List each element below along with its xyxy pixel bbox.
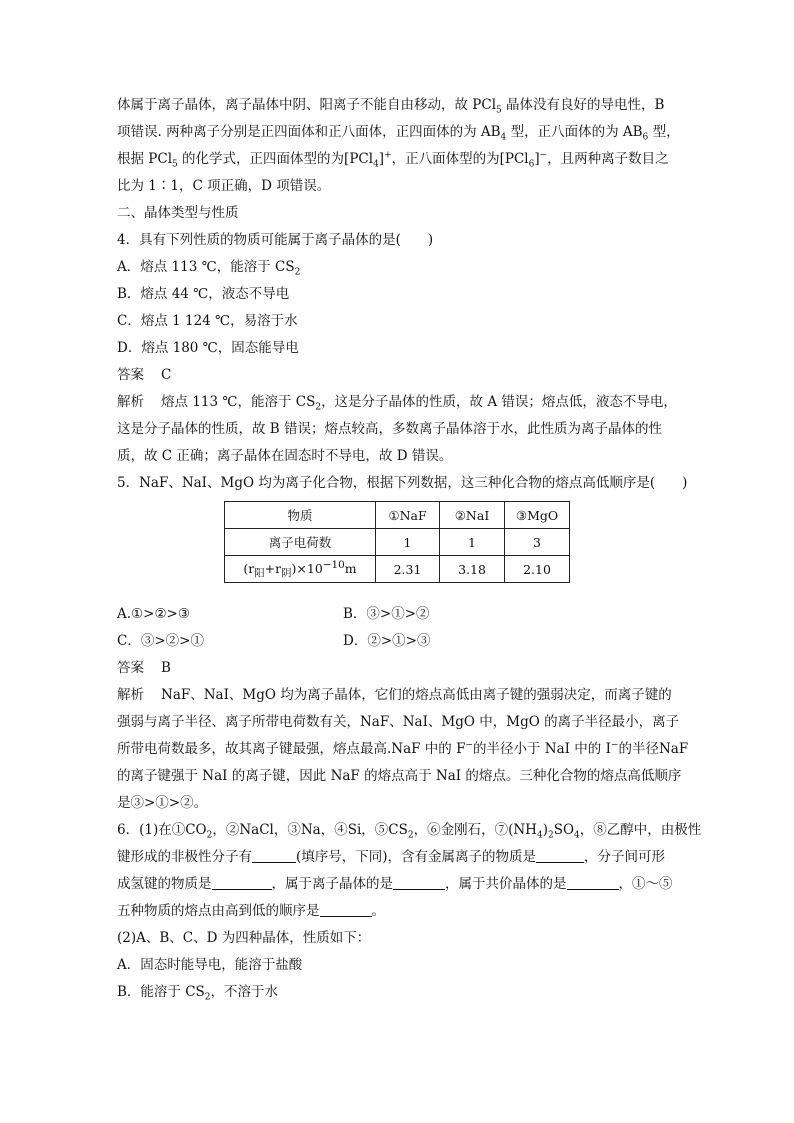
table-row-label <box>225 556 376 583</box>
superscript: + <box>384 150 392 161</box>
answer-blank[interactable] <box>567 874 619 890</box>
q6-line-4 <box>117 898 682 925</box>
text: 。 <box>371 903 385 919</box>
text: 所带电荷数最多，故其离子键最强，熔点最高.NaF 中的 F <box>117 741 466 757</box>
subscript: 4 <box>574 830 580 841</box>
q5-data-table <box>224 501 570 583</box>
text: ，且两种离子数目之 <box>547 151 669 167</box>
superscript: − <box>539 150 548 161</box>
subscript: 2 <box>204 992 211 1003</box>
answer-blank[interactable] <box>212 874 272 890</box>
q4-option-c: C．熔点 1 124 ℃，易溶于水 <box>117 313 298 329</box>
table-header-cell: ①NaF <box>376 502 440 529</box>
superscript: − <box>465 740 474 751</box>
superscript: − <box>610 740 619 751</box>
text: (填序号，下同)，含有金属离子的物质是 <box>296 849 537 865</box>
continuation-line-2 <box>117 119 682 146</box>
subscript: 2 <box>206 830 213 841</box>
q4-analysis-line-3: 质，故 C 正确；离子晶体在固态时不导电，故 D 错误。 <box>117 448 453 464</box>
answer-value: B <box>161 660 171 676</box>
continuation-line-3 <box>117 146 682 173</box>
subscript: 5 <box>172 159 178 170</box>
text: 根据 PCl <box>117 151 173 167</box>
subscript: 2 <box>547 830 554 841</box>
q6-part-2: (2)A、B、C、D 为四种晶体，性质如下： <box>117 930 371 946</box>
subscript: 6 <box>642 132 649 143</box>
q6-option-a: A．固态时能导电，能溶于盐酸 <box>117 957 303 973</box>
q5-answer <box>117 655 682 682</box>
subscript: 阴 <box>281 567 292 580</box>
continuation-line-4: 比为 1∶1，C 项正确，D 项错误。 <box>117 178 331 194</box>
answer-blank[interactable] <box>252 847 296 863</box>
text: 的半径NaF <box>618 741 689 757</box>
text: ，不溶于水 <box>210 984 279 1000</box>
text: SO <box>553 822 575 838</box>
answer-blank[interactable] <box>393 874 445 890</box>
text: NaF、NaI、MgO 均为离子晶体，它们的熔点高低由离子键的强弱决定，而离子键的 <box>161 687 672 703</box>
text: 成氢键的物质是 <box>117 876 212 892</box>
text: A．熔点 113 ℃，能溶于 CS <box>117 259 295 275</box>
answer-value: C <box>161 367 172 383</box>
q4-option-a <box>117 254 682 281</box>
text: ，属于共价晶体的是 <box>445 876 567 892</box>
text: 6．(1)在①CO <box>117 822 207 838</box>
text: ，⑥金刚石，⑦(NH <box>413 822 537 838</box>
q4-option-b: B．熔点 44 ℃，液态不导电 <box>117 286 290 302</box>
text: 的化学式，正四面体型的为[PCl <box>177 151 374 167</box>
text: m <box>344 560 357 576</box>
subscript: 2 <box>315 402 322 413</box>
q5-analysis-line-2: 强弱与离子半径、离子所带电荷数有关，NaF、NaI、MgO 中，MgO 的离子半径最小，离子 <box>117 714 680 730</box>
text: 键形成的非极性分子有 <box>117 849 252 865</box>
answer-blank[interactable] <box>536 847 584 863</box>
table-cell: 1 <box>440 529 505 556</box>
subscript: 6 <box>528 159 535 170</box>
text: )×10 <box>291 560 323 576</box>
text: +r <box>264 560 282 576</box>
text: B．能溶于 CS <box>117 984 205 1000</box>
subscript: 阳 <box>254 567 265 580</box>
analysis-label: 解析 <box>117 394 144 410</box>
text: ，⑧乙醇中，由极性 <box>579 822 702 838</box>
q5-option-c: C．③>②>① <box>117 633 204 649</box>
q5-options-row-1 <box>117 601 682 628</box>
answer-label: 答案 <box>117 367 144 383</box>
text: 项错误. 两种离子分别是正四面体和正八面体，正四面体的为 AB <box>117 124 501 140</box>
q5-option-d: D．②>①>③ <box>343 633 431 649</box>
table-cell: 3 <box>505 529 570 556</box>
q5-table-wrapper <box>117 501 682 601</box>
q5-analysis-line-1 <box>117 682 682 709</box>
text: 型， <box>648 124 680 140</box>
text: (r <box>243 560 255 576</box>
text: 体属于离子晶体，离子晶体中阴、阳离子不能自由移动，故 PCl <box>117 97 497 113</box>
text: ) <box>542 822 548 838</box>
q6-line-3 <box>117 871 682 898</box>
q6-option-b <box>117 979 682 1006</box>
q5-analysis-line-3 <box>117 736 689 763</box>
table-row <box>225 556 570 583</box>
section-heading: 二、晶体类型与性质 <box>117 205 239 221</box>
text: ，正八面体型的为[PCl <box>391 151 529 167</box>
table-cell: 1 <box>376 529 440 556</box>
subscript: 2 <box>407 830 414 841</box>
continuation-line-1 <box>117 92 682 119</box>
text: ，①～⑤ <box>618 876 673 892</box>
q4-analysis-line-2: 这是分子晶体的性质，故 B 错误；熔点较高，多数离子晶体溶于水，此性质为离子晶体的性 <box>117 421 663 437</box>
text: 五种物质的熔点由高到低的顺序是 <box>117 903 320 919</box>
q5-options-row-2 <box>117 628 682 655</box>
text: 型，正八面体的为 AB <box>506 124 643 140</box>
text: 的半径小于 NaI 中的 I <box>473 741 611 757</box>
q5-analysis-line-5: 是③>①>②。 <box>117 795 208 811</box>
subscript: 4 <box>373 159 379 170</box>
analysis-label: 解析 <box>117 687 144 703</box>
q6-line-1 <box>117 817 702 844</box>
q5-analysis-line-4: 的离子键强于 NaI 的离子键，因此 NaF 的熔点高于 NaI 的熔点。三种化合物的熔点高低顺序 <box>117 768 682 784</box>
table-cell: 2.10 <box>505 556 570 583</box>
text: 熔点 113 ℃，能溶于 CS <box>161 394 316 410</box>
q4-option-d: D．熔点 180 ℃，固态能导电 <box>117 340 299 356</box>
answer-blank[interactable] <box>320 901 372 917</box>
q5-stem: 5．NaF、NaI、MgO 均为离子化合物，根据下列数据，这三种化合物的熔点高低顺序是( ) <box>117 475 688 491</box>
table-cell: 2.31 <box>376 556 440 583</box>
document-body <box>117 92 702 1006</box>
table-cell: 3.18 <box>440 556 505 583</box>
q4-analysis-line-1 <box>117 389 682 416</box>
text: ，②NaCl，③Na，④Si，⑤CS <box>212 822 408 838</box>
q5-option-b: B．③>①>② <box>343 606 430 622</box>
subscript: 4 <box>536 830 543 841</box>
text: ] <box>534 151 540 167</box>
superscript: −10 <box>322 558 345 571</box>
text: ，属于离子晶体的是 <box>271 876 393 892</box>
q6-line-2 <box>117 844 682 871</box>
q5-option-a: A.①>②>③ <box>117 606 190 622</box>
table-header-cell: 物质 <box>225 502 376 529</box>
subscript: 5 <box>496 105 502 116</box>
table-header-row <box>225 502 570 529</box>
table-row-label: 离子电荷数 <box>225 529 376 556</box>
text: ，这是分子晶体的性质，故 A 错误；熔点低，液态不导电， <box>321 394 677 410</box>
subscript: 2 <box>294 267 301 278</box>
subscript: 4 <box>500 132 507 143</box>
text: ] <box>378 151 385 167</box>
q4-answer <box>117 362 682 389</box>
table-header-cell: ③MgO <box>505 502 570 529</box>
answer-label: 答案 <box>117 660 144 676</box>
text: ，分子间可形 <box>584 849 666 865</box>
q4-stem: 4．具有下列性质的物质可能属于离子晶体的是( ) <box>117 232 434 248</box>
table-row <box>225 529 570 556</box>
text: 晶体没有良好的导电性，B <box>501 97 665 113</box>
table-header-cell: ②NaI <box>440 502 505 529</box>
